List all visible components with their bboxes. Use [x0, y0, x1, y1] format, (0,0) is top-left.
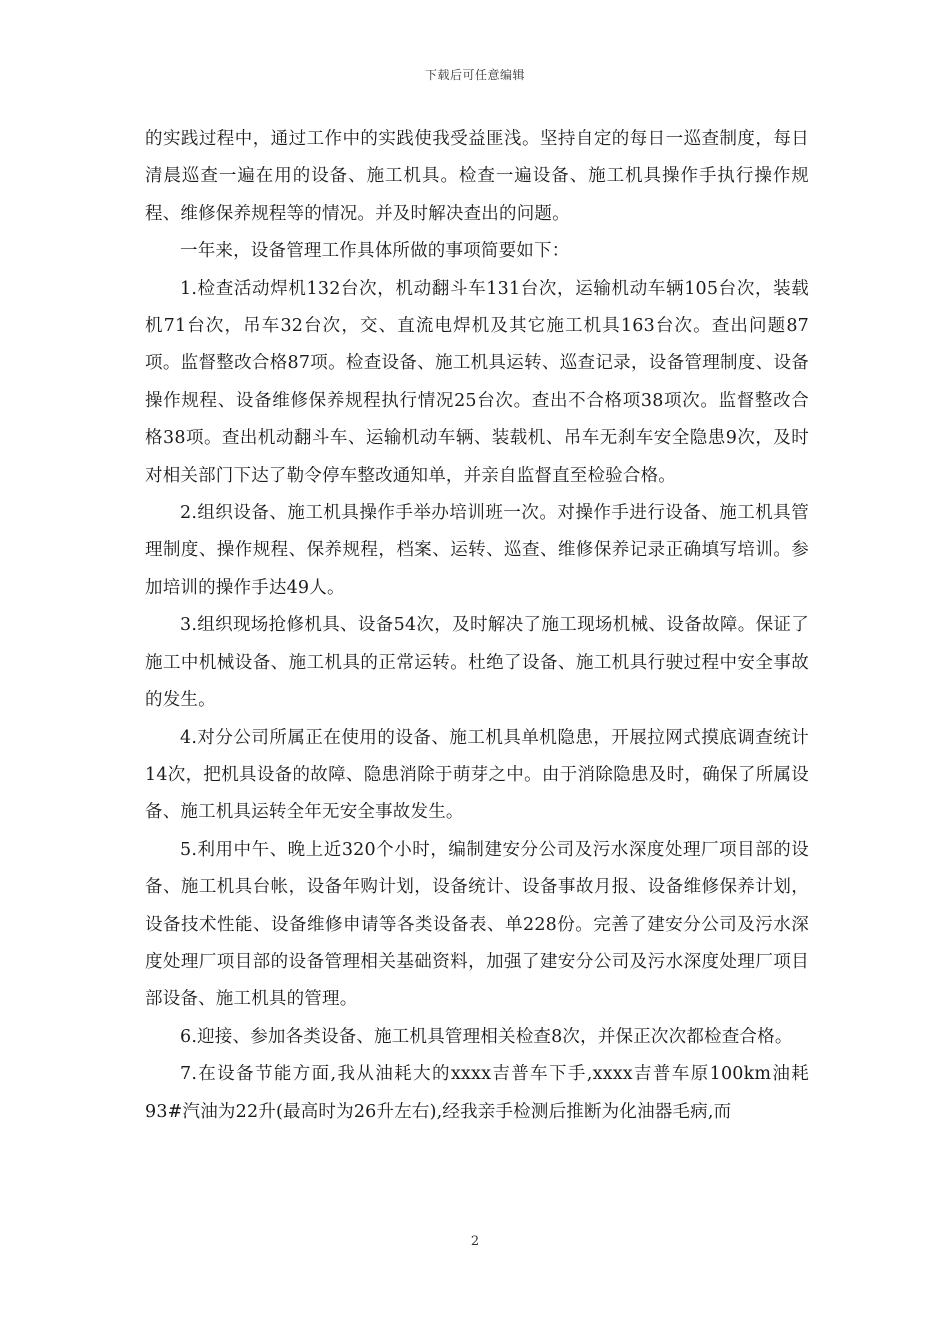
document-body	[145, 121, 809, 1131]
paragraph-item-7: 7.在设备节能方面,我从油耗大的xxxx吉普车下手,xxxx吉普车原100km油耗93#汽油为22升(最高时为26升左右),经我亲手检测后推断为化油器毛病,而	[145, 1064, 809, 1122]
paragraph-item-6: 6.迎接、参加各类设备、施工机具管理相关检查8次，并保正次次都检查合格。	[180, 1026, 793, 1047]
page-header: 下载后可任意编辑	[424, 68, 525, 82]
page-number: 2	[470, 1234, 480, 1249]
paragraph-summary-lead: 一年来，设备管理工作具体所做的事项简要如下：	[180, 241, 570, 262]
paragraph-item-3: 3.组织现场抢修机具、设备54次，及时解决了施工现场机械、设备故障。保证了施工中机械设备、施工机具的正常运转。杜绝了设备、施工机具行驶过程中安全事故的发生。	[145, 615, 809, 711]
paragraph-item-4: 4.对分公司所属正在使用的设备、施工机具单机隐患，开展拉网式摸底调查统计14次，把机具设备的故障、隐患消除于萌芽之中。由于消除隐患及时，确保了所属设备、施工机具运转全年无安全事故发生。	[145, 727, 809, 823]
paragraph-item-2: 2.组织设备、施工机具操作手举办培训班一次。对操作手进行设备、施工机具管理制度、操作规程、保养规程，档案、运转、巡查、维修保养记录正确填写培训。参加培训的操作手达49人。	[145, 503, 809, 598]
paragraph-item-5: 5.利用中午、晚上近320个小时，编制建安分公司及污水深度处理厂项目部的设备、施工机具台帐，设备年购计划，设备统计、设备事故月报、设备维修保养计划，设备技术性能、设备维修申请等各类设备表、单228份。完善了建安分公司及污水深度处理厂项目部的设备管理相关基础资料，加强了建安分公司及污水深度处理厂项目部设备、施工机具的管理。	[145, 839, 809, 1010]
paragraph-intro: 的实践过程中，通过工作中的实践使我受益匪浅。坚持自定的每日一巡查制度，每日清晨巡查一遍在用的设备、施工机具。检查一遍设备、施工机具操作手执行操作规程、维修保养规程等的情况。并及时解决查出的问题。	[145, 129, 809, 224]
paragraph-item-1: 1.检查活动焊机132台次，机动翻斗车131台次，运输机动车辆105台次，装载机71台次，吊车32台次，交、直流电焊机及其它施工机具163台次。查出问题87项。监督整改合格87项。检查设备、施工机具运转、巡查记录，设备管理制度、设备操作规程、设备维修保养规程执行情况25台次。查出不合格项38项次。监督整改合格38项。查出机动翻斗车、运输机动车辆、装载机、吊车无刹车安全隐患9次，及时对相关部门下达了勒令停车整改通知单，并亲自监督直至检验合格。	[145, 278, 809, 486]
